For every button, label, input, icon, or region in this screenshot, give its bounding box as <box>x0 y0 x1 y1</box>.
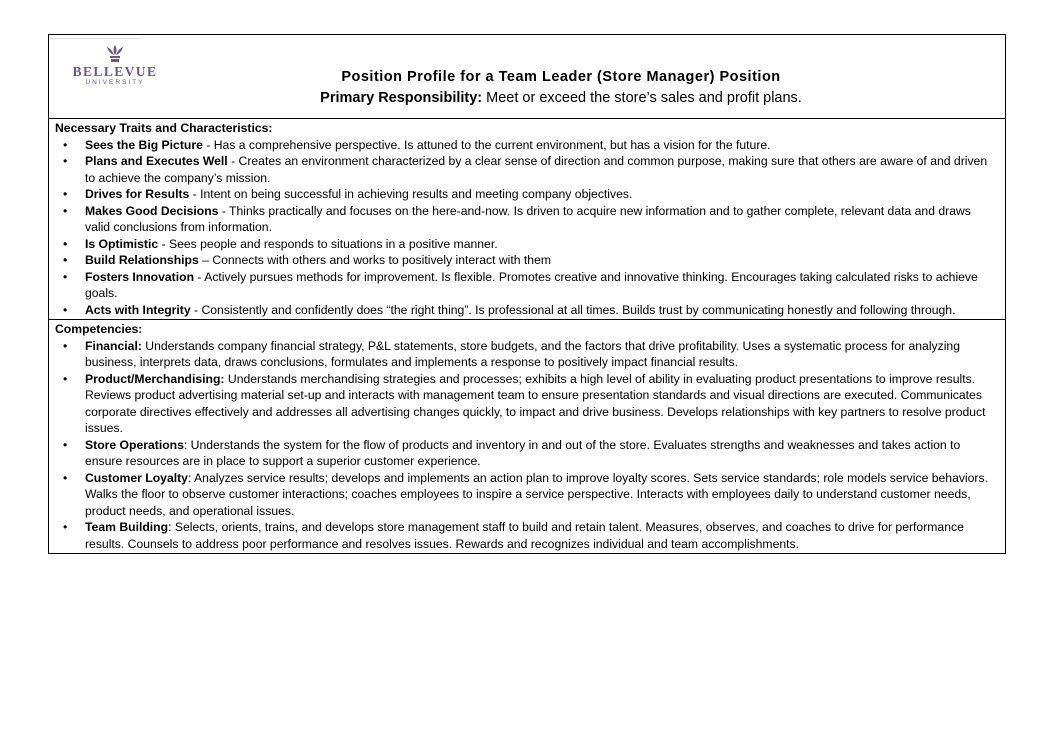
logo-wordmark: BELLEVUE <box>72 64 158 79</box>
primary-responsibility-text: Meet or exceed the store’s sales and profit plans. <box>482 90 802 106</box>
trait-item <box>55 186 999 203</box>
trait-text: - Has a comprehensive perspective. Is attuned to the current environment, but has a vision for the future. <box>202 137 771 152</box>
competency-item <box>55 338 999 371</box>
page-title: Position Profile for a Team Leader (Store Manager) Position <box>341 69 781 85</box>
trait-item <box>55 203 999 236</box>
bullet-icon: • <box>63 236 68 251</box>
traits-section <box>49 119 1005 319</box>
trait-text: - Thinks practically and focuses on the here-and-now. Is driven to acquire new information and to gather complete, relevant data and draws valid conclusions from information. <box>85 203 971 234</box>
competency-text: : Selects, orients, trains, and develops store management staff to build and retain talent. Measures, observes, and coaches to drive for performance results. Counsels to address poor performance and resolves issues. Rewards and recognizes individual and team accomplishments. <box>85 520 964 551</box>
competency-item <box>55 437 999 470</box>
bullet-icon: • <box>63 187 68 201</box>
bullet-icon: • <box>63 371 68 386</box>
competencies-title: Competencies: <box>55 322 143 336</box>
primary-responsibility-label: Primary Responsibility: <box>320 90 483 106</box>
trait-term: Makes Good Decisions <box>85 203 219 218</box>
competency-item <box>55 371 999 437</box>
bullet-icon: • <box>63 154 68 168</box>
document-header <box>49 35 1005 119</box>
bullet-icon: • <box>63 520 68 534</box>
competency-term: Store Operations <box>85 437 184 452</box>
competency-item <box>55 519 999 552</box>
competencies-section <box>49 319 1005 553</box>
trait-term: Is Optimistic <box>85 236 159 251</box>
bullet-icon: • <box>63 437 68 452</box>
bullet-icon: • <box>63 203 68 218</box>
competencies-list <box>55 338 999 553</box>
bullet-icon: • <box>63 137 68 152</box>
bullet-icon: • <box>63 269 68 284</box>
trait-item <box>55 137 999 154</box>
competency-item <box>55 470 999 520</box>
position-profile-document <box>48 34 1006 554</box>
logo-subtitle: UNIVERSITY <box>85 79 145 86</box>
trait-text: - Sees people and responds to situations in a positive manner. <box>158 236 498 251</box>
bullet-icon: • <box>63 253 68 267</box>
trait-text: - Creates an environment characterized by a clear sense of direction and common purpose, making sure that others are aware of and driven to achieve the company’s mission. <box>85 154 988 185</box>
competency-term: Customer Loyalty <box>85 470 188 485</box>
traits-list <box>55 137 999 319</box>
bullet-icon: • <box>63 302 68 317</box>
competency-text: Understands merchandising strategies and processes; exhibits a high level of ability in evaluating product presentations to improve results. Reviews product advertising material set-up and interacts with management team to ensure presentation standards and visual directions are executed. Communicates corporate directives effectively and addresses all advertising changes quickly, to impact and drive business. Develops relationships with key partners to resolve product issues. <box>85 371 986 435</box>
trait-text: – Connects with others and works to positively interact with them <box>198 253 552 267</box>
trait-item <box>55 153 999 186</box>
competency-term: Financial: <box>85 338 142 353</box>
trait-item <box>55 236 999 253</box>
trait-text: - Actively pursues methods for improvement. Is flexible. Promotes creative and innovative thinking. Encourages taking calculated risks to achieve goals. <box>85 269 978 300</box>
competency-text: Understands company financial strategy, P&L statements, store budgets, and the factors that drive profitability. Uses a systematic process for analyzing business, interprets data, draws conclusions, formulates and implements a response to positively impact financial results. <box>85 338 960 369</box>
trait-text: - Intent on being successful in achieving results and meeting company objectives. <box>189 187 633 201</box>
traits-title: Necessary Traits and Characteristics: <box>55 121 273 135</box>
bullet-icon: • <box>63 470 68 485</box>
trait-item <box>55 269 999 302</box>
logo-rule <box>51 38 143 39</box>
trait-term: Sees the Big Picture <box>85 137 203 152</box>
trait-term: Drives for Results <box>85 187 190 201</box>
trait-item <box>55 302 999 319</box>
trait-item <box>55 252 999 269</box>
competency-text: : Understands the system for the flow of products and inventory in and out of the store. Evaluates strengths and weaknesses and takes action to ensure resources are in place to support a superior customer experience. <box>85 437 961 468</box>
bullet-icon: • <box>63 338 68 353</box>
trait-term: Plans and Executes Well <box>85 154 228 168</box>
trait-term: Acts with Integrity <box>85 302 191 317</box>
competency-term: Product/Merchandising: <box>85 371 225 386</box>
primary-responsibility <box>49 90 1005 106</box>
competency-text: : Analyzes service results; develops and implements an action plan to improve loyalty scores. Sets service standards; role models service behaviors. Walks the floor to observe customer interactions; coaches employees to inspire a service perspective. Interacts with employees daily to understand customer needs, product needs, and operational issues. <box>85 470 988 518</box>
bellevue-crest-icon <box>104 43 126 63</box>
trait-term: Build Relationships <box>85 253 199 267</box>
competency-term: Team Building <box>85 520 169 534</box>
trait-text: - Consistently and confidently does “the right thing”. Is professional at all times. Builds trust by communicating honestly and following through. <box>190 302 956 317</box>
trait-term: Fosters Innovation <box>85 269 195 284</box>
